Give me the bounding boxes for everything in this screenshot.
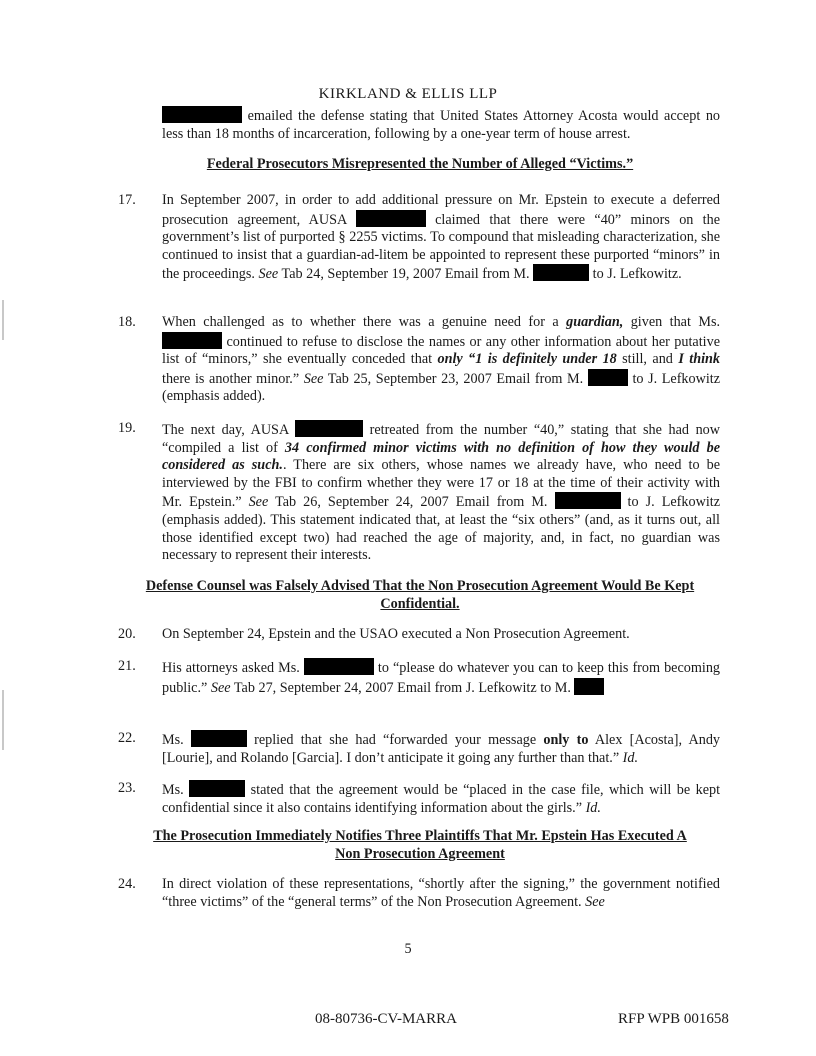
paragraph-number: 19. [118, 420, 136, 436]
redaction [191, 730, 247, 747]
redaction [588, 369, 628, 386]
paragraph-number: 17. [118, 192, 136, 208]
paragraph-body: In direct violation of these representations, “shortly after the signing,” the government notified “three victims” of the “general terms” of the Non Prosecution Agreement. See [162, 876, 720, 910]
paragraph-22 [118, 730, 720, 767]
redaction [356, 210, 426, 227]
paragraph-17 [118, 192, 720, 284]
case-number: 08-80736-CV-MARRA [315, 1011, 457, 1027]
page-number: 5 [404, 941, 412, 957]
intro-paragraph: emailed the defense stating that United States Attorney Acosta would accept no less than 18 months of incarceration, following by a one-year term of house arrest. [162, 108, 721, 142]
paragraph-number: 23. [118, 780, 136, 796]
redaction [574, 678, 604, 695]
paragraph-number: 21. [118, 658, 136, 674]
scan-mark [2, 690, 4, 750]
section-heading: Federal Prosecutors Misrepresented the Number of Alleged “Victims.” [206, 156, 634, 172]
redaction [162, 332, 222, 349]
paragraph-body: In September 2007, in order to add additional pressure on Mr. Epstein to execute a deferred prosecution agreement, AUSA claimed that there were “40” minors on the government’s list of purported § 2255 victims. To compound that misleading characterization, she continued to insist that a guardian-ad-litem be appointed to represent these purported “minors” in the proceedings. See Tab 24, September 19, 2007 Email from M. to J. Lefkowitz. [162, 192, 721, 283]
paragraph-body: Ms. stated that the agreement would be “placed in the case file, which will be kept confidential since it also contains identifying information about the girls.” Id. [162, 782, 721, 816]
paragraph-21 [118, 658, 720, 697]
bates-number: RFP WPB 001658 [618, 1011, 729, 1027]
letterhead: KIRKLAND & ELLIS LLP [318, 86, 498, 102]
paragraph-number: 24. [118, 876, 136, 892]
paragraph-19 [118, 420, 720, 565]
redaction [295, 420, 363, 437]
paragraph-23 [118, 780, 720, 817]
section-heading: The Prosecution Immediately Notifies Three Plaintiffs That Mr. Epstein Has Executed A Non Prosecution Agreement [153, 828, 687, 862]
paragraph-20 [118, 626, 720, 644]
redaction [555, 492, 621, 509]
section-heading: Defense Counsel was Falsely Advised That the Non Prosecution Agreement Would Be Kept Confidential. [145, 578, 695, 612]
redaction [533, 264, 589, 281]
paragraph-body: On September 24, Epstein and the USAO executed a Non Prosecution Agreement. [162, 626, 630, 642]
paragraph-body: The next day, AUSA retreated from the number “40,” stating that she had now “compiled a list of 34 confirmed minor victims with no definition of how they would be considered as such.. There are six others, whose names we already have, who need to be interviewed by the FBI to confirm whether they were 17 or 18 at the time of their activity with Mr. Epstein.” See Tab 26, September 24, 2007 Email from M. to J. Lefkowitz (emphasis added). This statement indicated that, at least the “six others” (and, as it turns out, all those identified except two) had reached the age of majority, and, in fact, no guardian was necessary to represent their interests. [162, 422, 721, 564]
paragraph-number: 18. [118, 314, 136, 330]
paragraph-body: His attorneys asked Ms. to “please do whatever you can to keep this from becoming public.” See Tab 27, September 24, 2007 Email from J. Lefkowitz to M. [162, 660, 721, 696]
redaction [162, 106, 242, 123]
paragraph-body: When challenged as to whether there was a genuine need for a guardian, given that Ms. continued to refuse to disclose the names or any other information about her putative list of “minors,” she eventually conceded that only “1 is definitely under 18 still, and I think there is another minor.” See Tab 25, September 23, 2007 Email from M. to J. Lefkowitz (emphasis added). [162, 314, 721, 405]
paragraph-number: 20. [118, 626, 136, 642]
scan-mark [2, 300, 4, 340]
redaction [304, 658, 374, 675]
paragraph-number: 22. [118, 730, 136, 746]
paragraph-18 [118, 314, 720, 406]
redaction [189, 780, 245, 797]
paragraph-body: Ms. replied that she had “forwarded your message only to Alex [Acosta], Andy [Lourie], and Rolando [Garcia]. I don’t anticipate it going any further than that.” Id. [162, 732, 721, 766]
paragraph-24 [118, 876, 720, 911]
